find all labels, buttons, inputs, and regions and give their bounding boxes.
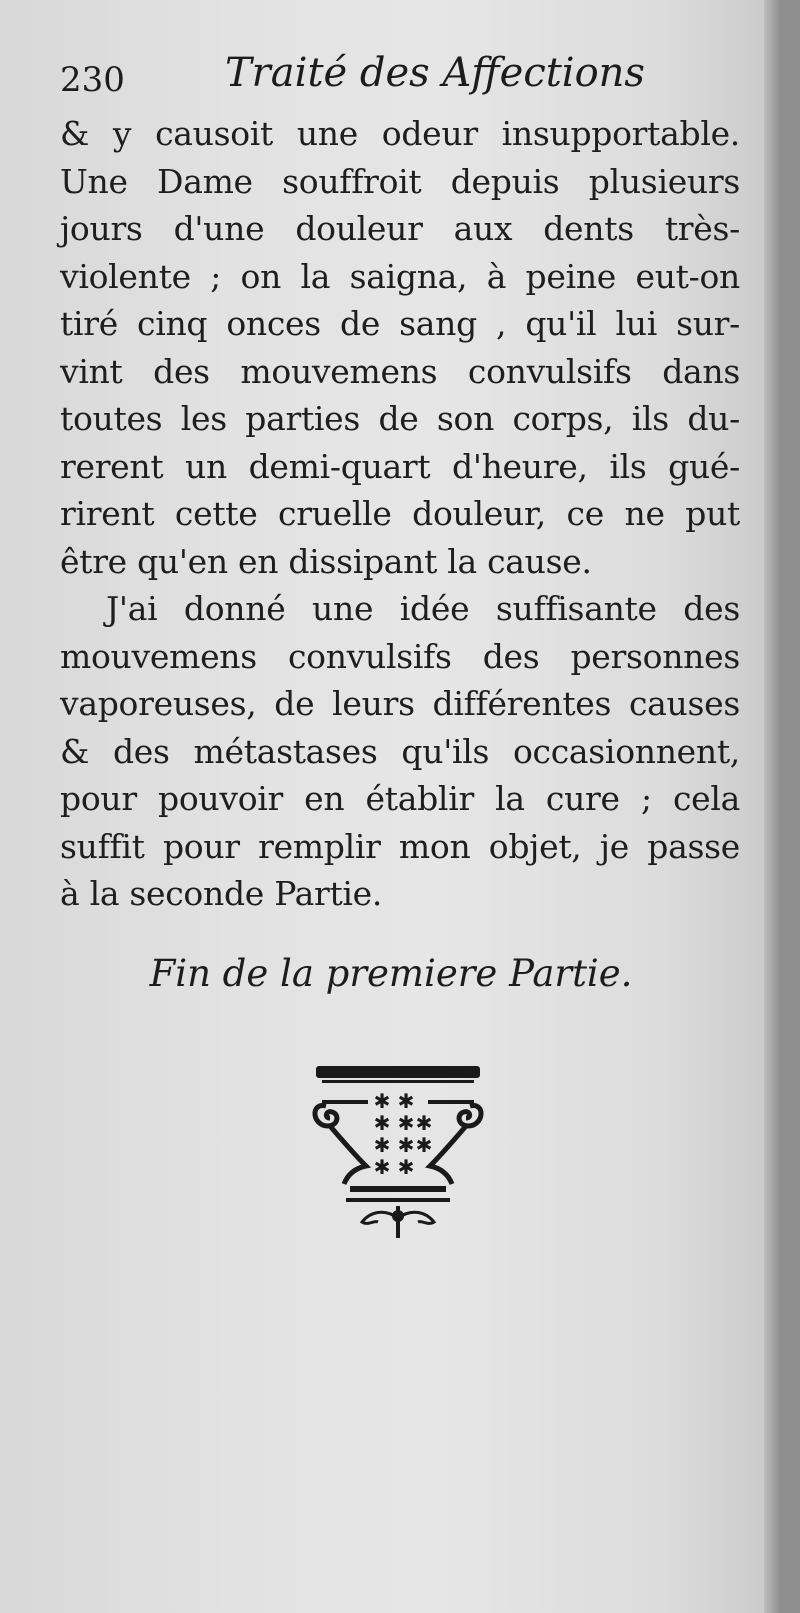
svg-text:✱: ✱ <box>373 1111 391 1135</box>
page-header <box>60 50 740 106</box>
text-line: être qu'en en dissipant la cause. <box>60 541 592 581</box>
svg-text:✱: ✱ <box>415 1133 433 1157</box>
part-end-colophon: Fin de la premiere Partie. <box>149 952 633 995</box>
svg-text:✱: ✱ <box>415 1111 433 1135</box>
text-line: vaporeuses, de leurs différentes causes <box>60 684 740 723</box>
page-edge-shadow <box>764 0 782 1613</box>
text-line: suffit pour remplir mon objet, je passe <box>60 826 740 866</box>
running-title: Traité des Affections <box>225 50 645 96</box>
text-line: rirent cette cruelle douleur, ce ne put <box>60 494 740 533</box>
text-line: pour pouvoir en établir la cure ; cela <box>60 779 740 818</box>
text-line: J'ai donné une idée suffisante des <box>106 589 740 628</box>
page-number: 230 <box>60 60 125 100</box>
svg-text:✱: ✱ <box>397 1089 415 1113</box>
svg-text:✱: ✱ <box>373 1089 391 1113</box>
svg-text:✱: ✱ <box>397 1133 415 1157</box>
text-line: tiré cinq onces de sang , qu'il lui sur- <box>60 304 740 343</box>
svg-text:✱: ✱ <box>373 1155 391 1179</box>
text-line: à la seconde Partie. <box>60 874 383 913</box>
body-text <box>60 110 740 918</box>
text-line: rerent un demi-quart d'heure, ils gué- <box>60 446 740 486</box>
cul-de-lampe-ornament-icon <box>308 1062 488 1242</box>
text-line: jours d'une douleur aux dents très- <box>60 209 740 248</box>
text-line: & y causoit une odeur insupportable. <box>60 114 740 153</box>
svg-text:✱: ✱ <box>397 1111 415 1135</box>
text-line: Une Dame souffroit depuis plusieurs <box>60 161 740 201</box>
text-line: violente ; on la saigna, à peine eut-on <box>60 256 740 296</box>
svg-text:✱: ✱ <box>373 1133 391 1157</box>
text-line: vint des mouvemens convulsifs dans <box>60 351 740 391</box>
svg-text:✱: ✱ <box>397 1155 415 1179</box>
text-line: toutes les parties de son corps, ils du- <box>60 399 740 438</box>
text-line: mouvemens convulsifs des personnes <box>60 636 740 676</box>
text-line: & des métastases qu'ils occasionnent, <box>60 731 740 771</box>
